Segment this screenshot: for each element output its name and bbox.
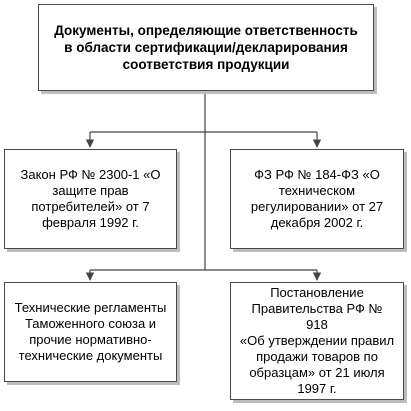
- root-node: Документы, определяющие ответственность в области сертификации/декларирования соответствия продукции: [38, 4, 374, 91]
- node-government-resolution: Постановление Правительства РФ № 918 «Об утверждении правил продажи товаров по образцам» от 21 июля 1997 г.: [230, 282, 404, 400]
- node-technical-regulations: Технические регламенты Таможенного союза и прочие нормативно- технические документы: [4, 282, 177, 382]
- node-consumer-protection-law: Закон РФ № 2300-1 «О защите прав потребителей» от 7 февраля 1992 г.: [4, 149, 177, 249]
- node-technical-regulation-law: ФЗ РФ № 184-ФЗ «О техническом регулировании» от 27 декабря 2002 г.: [230, 149, 404, 249]
